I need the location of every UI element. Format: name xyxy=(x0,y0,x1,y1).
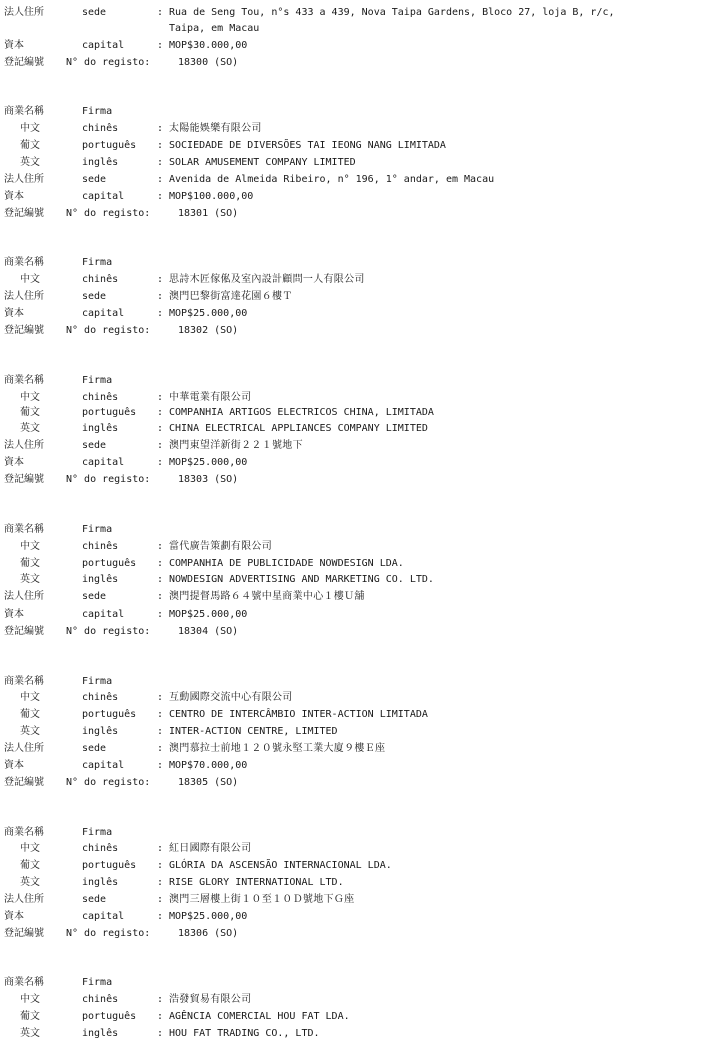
ingles-label-pt: inglês xyxy=(82,726,119,737)
capital-label-pt: capital xyxy=(82,609,125,620)
ingles-value: INTER-ACTION CENTRE, LIMITED xyxy=(169,726,338,737)
capital-row xyxy=(0,306,723,322)
chines-row xyxy=(0,390,723,406)
sede-value: 澳門慕拉士前地１２０號永堅工業大廈９樓Ｅ座 xyxy=(169,743,386,754)
sede-label-zh: 法人住所 xyxy=(4,440,44,451)
firma-label-zh: 商業名稱 xyxy=(4,106,44,117)
chines-label-pt: chinês xyxy=(82,843,119,854)
head-sede-row xyxy=(0,5,723,21)
capital-value: MOP$25.000,00 xyxy=(169,609,248,620)
head-reg-row xyxy=(0,55,723,71)
chines-label-zh: 中文 xyxy=(20,541,40,552)
colon: : xyxy=(157,709,164,720)
capital-label-pt: capital xyxy=(82,308,125,319)
colon: : xyxy=(157,123,164,134)
portugues-label-zh: 葡文 xyxy=(20,558,40,569)
firma-label-zh: 商業名稱 xyxy=(4,257,44,268)
sede-value: 澳門提督馬路６４號中星商業中心１樓Ｕ舖 xyxy=(169,591,365,602)
reg-value: 18301 (SO) xyxy=(178,208,239,219)
firma-label-pt: Firma xyxy=(82,977,113,988)
firma-label-pt: Firma xyxy=(82,106,113,117)
sede-row xyxy=(0,741,723,757)
portugues-label-zh: 葡文 xyxy=(20,407,40,418)
ingles-label-zh: 英文 xyxy=(20,423,40,434)
colon: : xyxy=(157,994,164,1005)
colon: : xyxy=(157,843,164,854)
sede-label-zh: 法人住所 xyxy=(4,591,44,602)
firma-label-zh: 商業名稱 xyxy=(4,827,44,838)
sede-row xyxy=(0,172,723,188)
chines-row xyxy=(0,539,723,555)
portugues-value: CENTRO DE INTERCÂMBIO INTER-ACTION LIMITADA xyxy=(169,709,428,720)
sede-value: Rua de Seng Tou, n°s 433 a 439, Nova Taipa Gardens, Bloco 27, loja B, r/c, xyxy=(169,7,615,18)
colon: : xyxy=(157,407,164,418)
head-sede-cont-row xyxy=(0,21,723,37)
reg-label-pt: N° do registo: xyxy=(66,777,151,788)
reg-row xyxy=(0,624,723,640)
chines-label-zh: 中文 xyxy=(20,274,40,285)
chines-value: 紅日國際有限公司 xyxy=(169,843,252,854)
firma-row xyxy=(0,373,723,389)
ingles-value: SOLAR AMUSEMENT COMPANY LIMITED xyxy=(169,157,356,168)
sede-value: 澳門巴黎街富達花園６樓Ｔ xyxy=(169,291,293,302)
sede-label-pt: sede xyxy=(82,440,107,451)
ingles-row xyxy=(0,155,723,171)
capital-row xyxy=(0,455,723,471)
reg-value: 18305 (SO) xyxy=(178,777,239,788)
reg-label-pt: N° do registo: xyxy=(66,325,151,336)
sede-value: 澳門三層樓上街１０至１０Ｄ號地下Ｇ座 xyxy=(169,894,355,905)
portugues-label-pt: português xyxy=(82,709,137,720)
portugues-row xyxy=(0,556,723,572)
chines-label-zh: 中文 xyxy=(20,123,40,134)
firma-row xyxy=(0,975,723,991)
reg-row xyxy=(0,926,723,942)
colon: : xyxy=(157,760,164,771)
capital-label-zh: 資本 xyxy=(4,308,24,319)
firma-label-zh: 商業名稱 xyxy=(4,524,44,535)
capital-label-pt: capital xyxy=(82,911,125,922)
ingles-label-zh: 英文 xyxy=(20,726,40,737)
chines-row xyxy=(0,121,723,137)
colon: : xyxy=(157,291,164,302)
firma-label-zh: 商業名稱 xyxy=(4,676,44,687)
capital-label-pt: capital xyxy=(82,40,125,51)
firma-row xyxy=(0,104,723,120)
capital-value: MOP$100.000,00 xyxy=(169,191,254,202)
capital-label-zh: 資本 xyxy=(4,609,24,620)
portugues-row xyxy=(0,1009,723,1025)
reg-value: 18306 (SO) xyxy=(178,928,239,939)
chines-label-pt: chinês xyxy=(82,123,119,134)
reg-row xyxy=(0,472,723,488)
portugues-row xyxy=(0,707,723,723)
capital-label-pt: capital xyxy=(82,760,125,771)
chines-row xyxy=(0,690,723,706)
ingles-label-pt: inglês xyxy=(82,423,119,434)
sede-label-pt: sede xyxy=(82,743,107,754)
sede-label-zh: 法人住所 xyxy=(4,7,44,18)
sede-label-pt: sede xyxy=(82,894,107,905)
portugues-label-zh: 葡文 xyxy=(20,140,40,151)
capital-label-zh: 資本 xyxy=(4,191,24,202)
capital-label-pt: capital xyxy=(82,191,125,202)
capital-label-zh: 資本 xyxy=(4,457,24,468)
ingles-label-pt: inglês xyxy=(82,157,119,168)
colon: : xyxy=(157,174,164,185)
reg-row xyxy=(0,323,723,339)
capital-row xyxy=(0,189,723,205)
sede-row xyxy=(0,892,723,908)
portugues-row xyxy=(0,138,723,154)
capital-label-zh: 資本 xyxy=(4,911,24,922)
capital-label-pt: capital xyxy=(82,457,125,468)
reg-value: 18303 (SO) xyxy=(178,474,239,485)
ingles-row xyxy=(0,572,723,588)
colon: : xyxy=(157,392,164,403)
ingles-value: RISE GLORY INTERNATIONAL LTD. xyxy=(169,877,344,888)
reg-label-pt: N° do registo: xyxy=(66,57,151,68)
portugues-label-pt: português xyxy=(82,407,137,418)
colon: : xyxy=(157,1011,164,1022)
reg-label-pt: N° do registo: xyxy=(66,626,151,637)
reg-label-zh: 登記編號 xyxy=(4,474,44,485)
portugues-row xyxy=(0,858,723,874)
colon: : xyxy=(157,140,164,151)
ingles-label-zh: 英文 xyxy=(20,157,40,168)
sede-row xyxy=(0,589,723,605)
ingles-row xyxy=(0,875,723,891)
colon: : xyxy=(157,457,164,468)
sede-label-pt: sede xyxy=(82,291,107,302)
firma-row xyxy=(0,674,723,690)
portugues-label-pt: português xyxy=(82,558,137,569)
reg-label-pt: N° do registo: xyxy=(66,474,151,485)
capital-value: MOP$25.000,00 xyxy=(169,457,248,468)
firma-label-pt: Firma xyxy=(82,375,113,386)
chines-row xyxy=(0,272,723,288)
ingles-label-pt: inglês xyxy=(82,877,119,888)
reg-label-zh: 登記編號 xyxy=(4,325,44,336)
ingles-value: HOU FAT TRADING CO., LTD. xyxy=(169,1028,320,1039)
ingles-label-zh: 英文 xyxy=(20,574,40,585)
reg-label-zh: 登記編號 xyxy=(4,626,44,637)
ingles-row xyxy=(0,724,723,740)
capital-value: MOP$25.000,00 xyxy=(169,308,248,319)
sede-label-pt: sede xyxy=(82,591,107,602)
colon: : xyxy=(157,7,164,18)
reg-label-zh: 登記編號 xyxy=(4,208,44,219)
portugues-label-pt: português xyxy=(82,860,137,871)
sede-label-zh: 法人住所 xyxy=(4,291,44,302)
chines-value: 互動國際交流中心有限公司 xyxy=(169,692,293,703)
chines-row xyxy=(0,841,723,857)
ingles-value: CHINA ELECTRICAL APPLIANCES COMPANY LIMITED xyxy=(169,423,428,434)
capital-row xyxy=(0,607,723,623)
firma-label-pt: Firma xyxy=(82,676,113,687)
portugues-row xyxy=(0,405,723,421)
colon: : xyxy=(157,726,164,737)
portugues-label-zh: 葡文 xyxy=(20,709,40,720)
chines-label-pt: chinês xyxy=(82,274,119,285)
colon: : xyxy=(157,191,164,202)
capital-value: MOP$30.000,00 xyxy=(169,40,248,51)
firma-label-pt: Firma xyxy=(82,257,113,268)
chines-label-zh: 中文 xyxy=(20,392,40,403)
reg-label-zh: 登記編號 xyxy=(4,777,44,788)
ingles-label-pt: inglês xyxy=(82,574,119,585)
ingles-value: NOWDESIGN ADVERTISING AND MARKETING CO. LTD. xyxy=(169,574,434,585)
portugues-label-zh: 葡文 xyxy=(20,1011,40,1022)
colon: : xyxy=(157,743,164,754)
firma-row xyxy=(0,825,723,841)
sede-label-pt: sede xyxy=(82,174,107,185)
colon: : xyxy=(157,440,164,451)
reg-label-pt: N° do registo: xyxy=(66,208,151,219)
colon: : xyxy=(157,574,164,585)
portugues-value: SOCIEDADE DE DIVERSÕES TAI IEONG NANG LIMITADA xyxy=(169,140,446,151)
chines-value: 當代廣告策劃有限公司 xyxy=(169,541,272,552)
portugues-value: AGÊNCIA COMERCIAL HOU FAT LDA. xyxy=(169,1011,350,1022)
reg-value: 18302 (SO) xyxy=(178,325,239,336)
colon: : xyxy=(157,423,164,434)
chines-label-pt: chinês xyxy=(82,392,119,403)
sede-label-pt: sede xyxy=(82,7,107,18)
reg-row xyxy=(0,775,723,791)
capital-value: MOP$70.000,00 xyxy=(169,760,248,771)
firma-label-zh: 商業名稱 xyxy=(4,375,44,386)
sede-label-zh: 法人住所 xyxy=(4,174,44,185)
sede-value: 澳門東望洋新街２２１號地下 xyxy=(169,440,303,451)
colon: : xyxy=(157,911,164,922)
colon: : xyxy=(157,558,164,569)
colon: : xyxy=(157,1028,164,1039)
capital-row xyxy=(0,758,723,774)
colon: : xyxy=(157,894,164,905)
chines-label-pt: chinês xyxy=(82,994,119,1005)
colon: : xyxy=(157,609,164,620)
chines-value: 思詩木匠傢俬及室內設計顧問一人有限公司 xyxy=(169,274,365,285)
capital-label-zh: 資本 xyxy=(4,760,24,771)
portugues-value: COMPANHIA DE PUBLICIDADE NOWDESIGN LDA. xyxy=(169,558,404,569)
ingles-row xyxy=(0,1026,723,1042)
ingles-label-pt: inglês xyxy=(82,1028,119,1039)
firma-label-pt: Firma xyxy=(82,524,113,535)
chines-label-pt: chinês xyxy=(82,692,119,703)
sede-value-cont: Taipa, em Macau xyxy=(169,23,260,34)
colon: : xyxy=(157,692,164,703)
sede-row xyxy=(0,289,723,305)
sede-value: Avenida de Almeida Ribeiro, n° 196, 1° andar, em Macau xyxy=(169,174,495,185)
chines-label-zh: 中文 xyxy=(20,843,40,854)
reg-label-pt: N° do registo: xyxy=(66,928,151,939)
reg-label-zh: 登記編號 xyxy=(4,928,44,939)
portugues-value: COMPANHIA ARTIGOS ELECTRICOS CHINA, LIMITADA xyxy=(169,407,434,418)
portugues-label-zh: 葡文 xyxy=(20,860,40,871)
reg-value: 18304 (SO) xyxy=(178,626,239,637)
chines-label-zh: 中文 xyxy=(20,692,40,703)
colon: : xyxy=(157,877,164,888)
portugues-value: GLÓRIA DA ASCENSÃO INTERNACIONAL LDA. xyxy=(169,860,392,871)
chines-value: 浩發貿易有限公司 xyxy=(169,994,252,1005)
capital-value: MOP$25.000,00 xyxy=(169,911,248,922)
colon: : xyxy=(157,541,164,552)
firma-label-zh: 商業名稱 xyxy=(4,977,44,988)
ingles-label-zh: 英文 xyxy=(20,1028,40,1039)
firma-row xyxy=(0,522,723,538)
chines-row xyxy=(0,992,723,1008)
colon: : xyxy=(157,40,164,51)
sede-label-zh: 法人住所 xyxy=(4,894,44,905)
chines-value: 中華電業有限公司 xyxy=(169,392,252,403)
portugues-label-pt: português xyxy=(82,1011,137,1022)
colon: : xyxy=(157,860,164,871)
chines-label-zh: 中文 xyxy=(20,994,40,1005)
chines-label-pt: chinês xyxy=(82,541,119,552)
capital-row xyxy=(0,909,723,925)
reg-row xyxy=(0,206,723,222)
reg-value: 18300 (SO) xyxy=(178,57,239,68)
capital-label-zh: 資本 xyxy=(4,40,24,51)
colon: : xyxy=(157,308,164,319)
sede-row xyxy=(0,438,723,454)
colon: : xyxy=(157,274,164,285)
firma-label-pt: Firma xyxy=(82,827,113,838)
colon: : xyxy=(157,157,164,168)
firma-row xyxy=(0,255,723,271)
ingles-label-zh: 英文 xyxy=(20,877,40,888)
portugues-label-pt: português xyxy=(82,140,137,151)
chines-value: 太陽能娛樂有限公司 xyxy=(169,123,262,134)
ingles-row xyxy=(0,421,723,437)
colon: : xyxy=(157,591,164,602)
reg-label-zh: 登記編號 xyxy=(4,57,44,68)
head-capital-row xyxy=(0,38,723,54)
sede-label-zh: 法人住所 xyxy=(4,743,44,754)
